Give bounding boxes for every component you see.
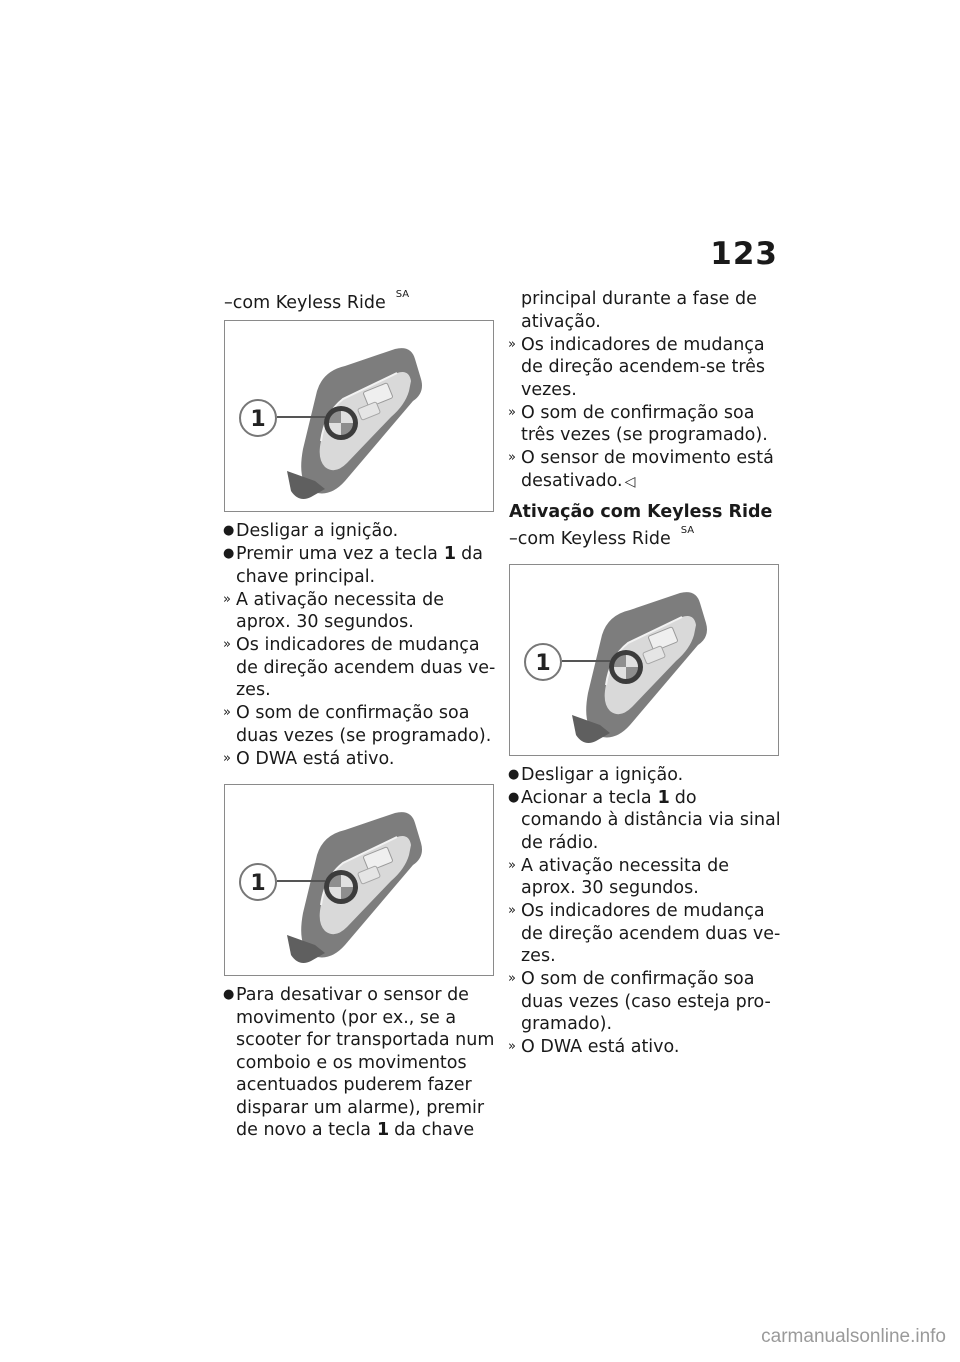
result-arrow-icon: » — [508, 336, 516, 352]
bullet-icon: ● — [223, 523, 235, 539]
step-text: O som de confirmação soa duas vezes (caso esteja pro-gramado). — [521, 969, 771, 1035]
result-step — [224, 702, 496, 747]
result-step — [509, 447, 781, 493]
instruction-step — [224, 520, 496, 543]
condition-text: –com Keyless Ride — [509, 528, 671, 549]
result-step — [509, 1036, 781, 1059]
key-fob-figure-2 — [224, 784, 494, 976]
result-step — [509, 855, 781, 900]
result-step — [509, 900, 781, 968]
step-text: Desligar a ignição. — [521, 764, 684, 785]
step-text: da chave principal. — [236, 544, 483, 587]
key-fob-illustration — [225, 321, 493, 511]
watermark: carmanualsonline.info — [761, 1326, 946, 1347]
key-fob-figure-3 — [509, 564, 779, 756]
section-heading: Ativação com Keyless Ride — [509, 502, 773, 522]
bullet-icon: ● — [508, 766, 520, 782]
condition-note — [509, 524, 781, 550]
result-arrow-icon: » — [223, 637, 231, 653]
condition-note — [224, 288, 496, 314]
sa-marker: SA — [680, 524, 695, 536]
bullet-icon: ● — [508, 789, 520, 805]
left-column — [224, 288, 496, 1142]
callout-reference: 1 — [443, 544, 457, 565]
step-text: Os indicadores de mudança de direção acendem duas ve-zes. — [236, 635, 496, 701]
callout-reference: 1 — [657, 787, 670, 808]
result-list — [509, 334, 781, 494]
callout-reference: 1 — [376, 1120, 390, 1141]
step-text: O som de confirmação soa três vezes (se programado). — [521, 402, 768, 445]
instruction-step — [224, 543, 496, 588]
step-text: Os indicadores de mudança de direção acendem duas ve-zes. — [521, 901, 781, 967]
result-arrow-icon: » — [223, 750, 231, 766]
result-step — [224, 748, 496, 771]
instruction-list — [224, 984, 496, 1142]
result-step — [224, 589, 496, 634]
step-text: O som de confirmação soa duas vezes (se programado). — [236, 703, 492, 746]
bullet-icon: ● — [223, 546, 235, 562]
step-text: da chave — [394, 1120, 475, 1141]
step-text: A ativação necessita de aprox. 30 segundos. — [521, 855, 730, 899]
bullet-icon: ● — [223, 987, 235, 1003]
result-arrow-icon: » — [508, 903, 516, 919]
step-text: do comando à distância via sinal de rádio. — [521, 787, 781, 853]
sa-marker: SA — [395, 289, 410, 300]
end-of-section-icon: ◁ — [624, 473, 636, 490]
step-text: Premir uma vez a tecla — [236, 544, 438, 565]
result-step — [509, 968, 781, 1036]
step-text: O sensor de movimento está desativado. — [521, 448, 774, 491]
step-text: Para desativar o sensor de movimento (por ex., se a scooter for transportada num comboio e os movimentos acentuados puderem fazer disparar um alarme), premir de novo a tecla — [236, 985, 495, 1141]
step-text: A ativação necessita de aprox. 30 segundos. — [236, 589, 445, 633]
result-arrow-icon: » — [508, 971, 516, 987]
instruction-step — [509, 764, 781, 787]
key-fob-figure-1 — [224, 320, 494, 512]
result-step — [509, 402, 781, 447]
continued-text: principal durante a fase de ativação. — [521, 289, 757, 332]
step-text: O DWA está ativo. — [236, 748, 395, 769]
instruction-list — [224, 520, 496, 770]
step-text: Acionar a tecla — [521, 787, 652, 808]
instruction-step — [509, 787, 781, 855]
callout-number: 1 — [250, 407, 266, 433]
condition-text: –com Keyless Ride — [224, 292, 386, 313]
step-text: Os indicadores de mudança de direção acendem-se três vezes. — [521, 334, 766, 400]
key-fob-illustration — [510, 565, 778, 755]
instruction-list — [509, 764, 781, 1059]
key-fob-illustration — [225, 785, 493, 975]
result-step — [509, 334, 781, 402]
result-arrow-icon: » — [508, 857, 516, 873]
result-arrow-icon: » — [508, 404, 516, 420]
callout-number: 1 — [535, 650, 551, 676]
result-step — [224, 634, 496, 702]
callout-number: 1 — [250, 871, 266, 897]
instruction-step — [224, 984, 496, 1142]
result-arrow-icon: » — [508, 450, 516, 465]
result-arrow-icon: » — [508, 1039, 516, 1055]
result-arrow-icon: » — [223, 591, 231, 607]
page-number: 123 — [710, 236, 778, 272]
step-text: Desligar a ignição. — [236, 521, 399, 542]
result-arrow-icon: » — [223, 705, 231, 721]
right-column — [509, 288, 781, 1059]
step-text: O DWA está ativo. — [521, 1037, 680, 1058]
